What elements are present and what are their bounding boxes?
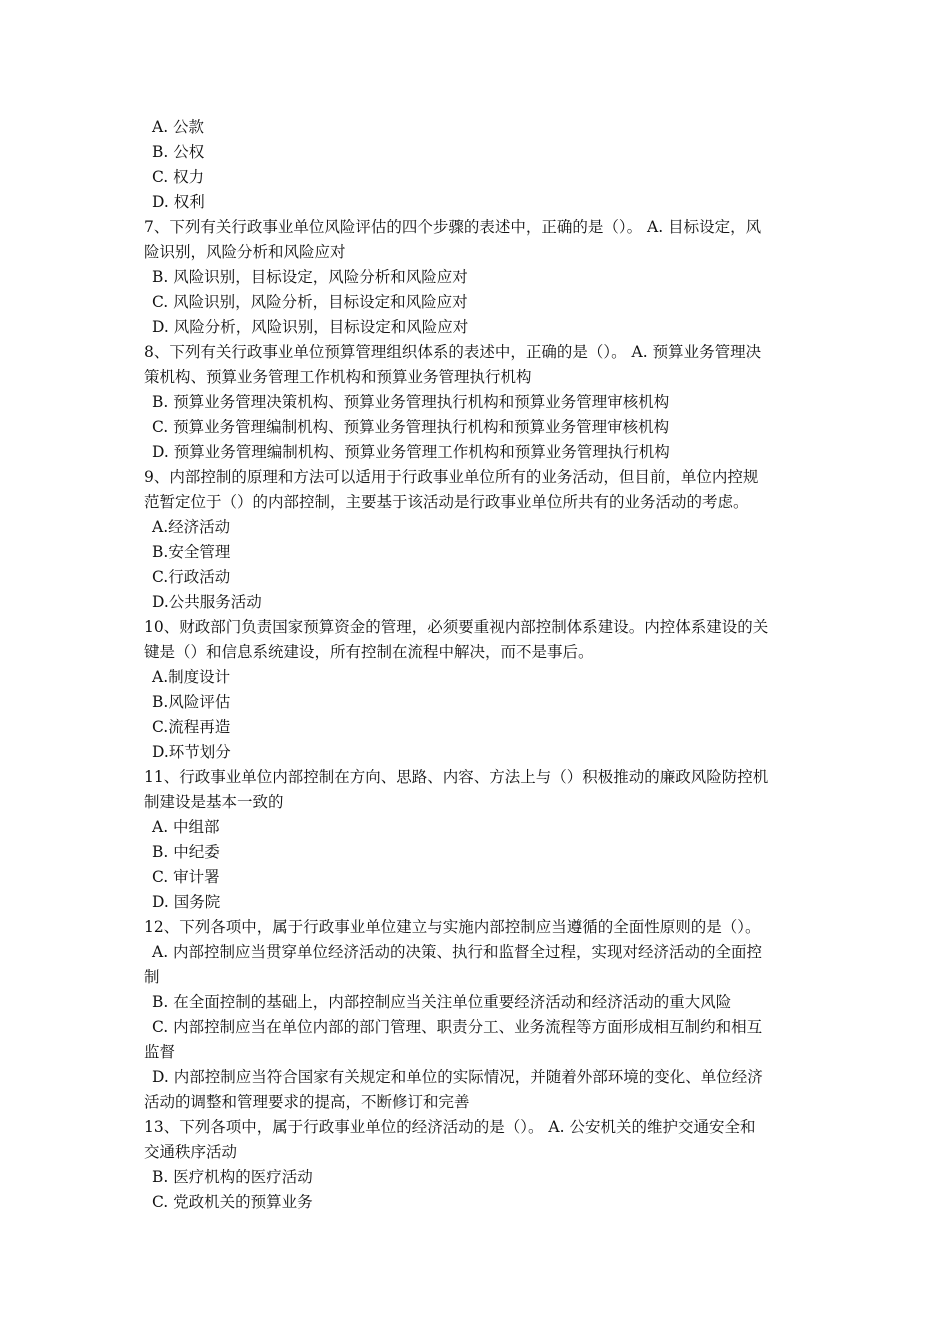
text-line: D. 内部控制应当符合国家有关规定和单位的实际情况，并随着外部环境的变化、单位经济 xyxy=(152,1068,763,1086)
text-line: B. 中纪委 xyxy=(152,843,220,861)
text-line: A. 公款 xyxy=(152,118,205,136)
text-line: 范暂定位于（）的内部控制，主要基于该活动是行政事业单位所共有的业务活动的考虑。 xyxy=(144,493,749,511)
text-line: 键是（）和信息系统建设，所有控制在流程中解决，而不是事后。 xyxy=(144,643,594,661)
text-line: D.环节划分 xyxy=(152,743,231,761)
text-line: B. 医疗机构的医疗活动 xyxy=(152,1168,313,1186)
text-line: B.安全管理 xyxy=(152,543,231,561)
text-line: C. 风险识别，风险分析，目标设定和风险应对 xyxy=(152,293,468,311)
text-line: A.制度设计 xyxy=(152,668,231,686)
document-page xyxy=(144,115,810,1215)
text-line: 险识别，风险分析和风险应对 xyxy=(144,243,346,261)
text-line: 交通秩序活动 xyxy=(144,1143,238,1161)
text-line: D. 权利 xyxy=(152,193,205,211)
question-line: 10、财政部门负责国家预算资金的管理，必须要重视内部控制体系建设。内控体系建设的关 xyxy=(144,618,769,636)
text-line: C. 党政机关的预算业务 xyxy=(152,1193,313,1211)
text-line: C.行政活动 xyxy=(152,568,231,586)
text-line: A. 中组部 xyxy=(152,818,220,836)
question-line: 7、下列有关行政事业单位风险评估的四个步骤的表述中，正确的是（）。 A. 目标设定，风 xyxy=(144,218,762,236)
text-line: B.风险评估 xyxy=(152,693,231,711)
text-line: D. 国务院 xyxy=(152,893,221,911)
question-line: 9、内部控制的原理和方法可以适用于行政事业单位所有的业务活动，但目前，单位内控规 xyxy=(144,468,759,486)
text-line: A.经济活动 xyxy=(152,518,231,536)
text-line: 制 xyxy=(144,968,160,986)
text-line: B. 预算业务管理决策机构、预算业务管理执行机构和预算业务管理审核机构 xyxy=(152,393,670,411)
text-line: 制建设是基本一致的 xyxy=(144,793,284,811)
text-line: 策机构、预算业务管理工作机构和预算业务管理执行机构 xyxy=(144,368,532,386)
text-line: B. 在全面控制的基础上，内部控制应当关注单位重要经济活动和经济活动的重大风险 xyxy=(152,993,732,1011)
text-line: C. 权力 xyxy=(152,168,205,186)
text-line: C.流程再造 xyxy=(152,718,231,736)
text-line: 活动的调整和管理要求的提高，不断修订和完善 xyxy=(144,1093,470,1111)
text-line: D.公共服务活动 xyxy=(152,593,262,611)
text-line: D. 风险分析，风险识别，目标设定和风险应对 xyxy=(152,318,469,336)
question-line: 12、下列各项中，属于行政事业单位建立与实施内部控制应当遵循的全面性原则的是（）。 xyxy=(144,918,761,936)
text-line: C. 审计署 xyxy=(152,868,220,886)
question-line: 8、下列有关行政事业单位预算管理组织体系的表述中，正确的是（）。 A. 预算业务管理决 xyxy=(144,343,762,361)
text-line: D. 预算业务管理编制机构、预算业务管理工作机构和预算业务管理执行机构 xyxy=(152,443,670,461)
text-line: B. 风险识别，目标设定，风险分析和风险应对 xyxy=(152,268,468,286)
text-line: C. 内部控制应当在单位内部的部门管理、职责分工、业务流程等方面形成相互制约和相互 xyxy=(152,1018,763,1036)
question-line: 13、下列各项中，属于行政事业单位的经济活动的是（）。 A. 公安机关的维护交通安全和 xyxy=(144,1118,756,1136)
text-line: C. 预算业务管理编制机构、预算业务管理执行机构和预算业务管理审核机构 xyxy=(152,418,670,436)
text-line: B. 公权 xyxy=(152,143,205,161)
question-line: 11、行政事业单位内部控制在方向、思路、内容、方法上与（）积极推动的廉政风险防控机 xyxy=(144,768,769,786)
text-line: A. 内部控制应当贯穿单位经济活动的决策、执行和监督全过程，实现对经济活动的全面控 xyxy=(152,943,763,961)
text-line: 监督 xyxy=(144,1043,176,1061)
